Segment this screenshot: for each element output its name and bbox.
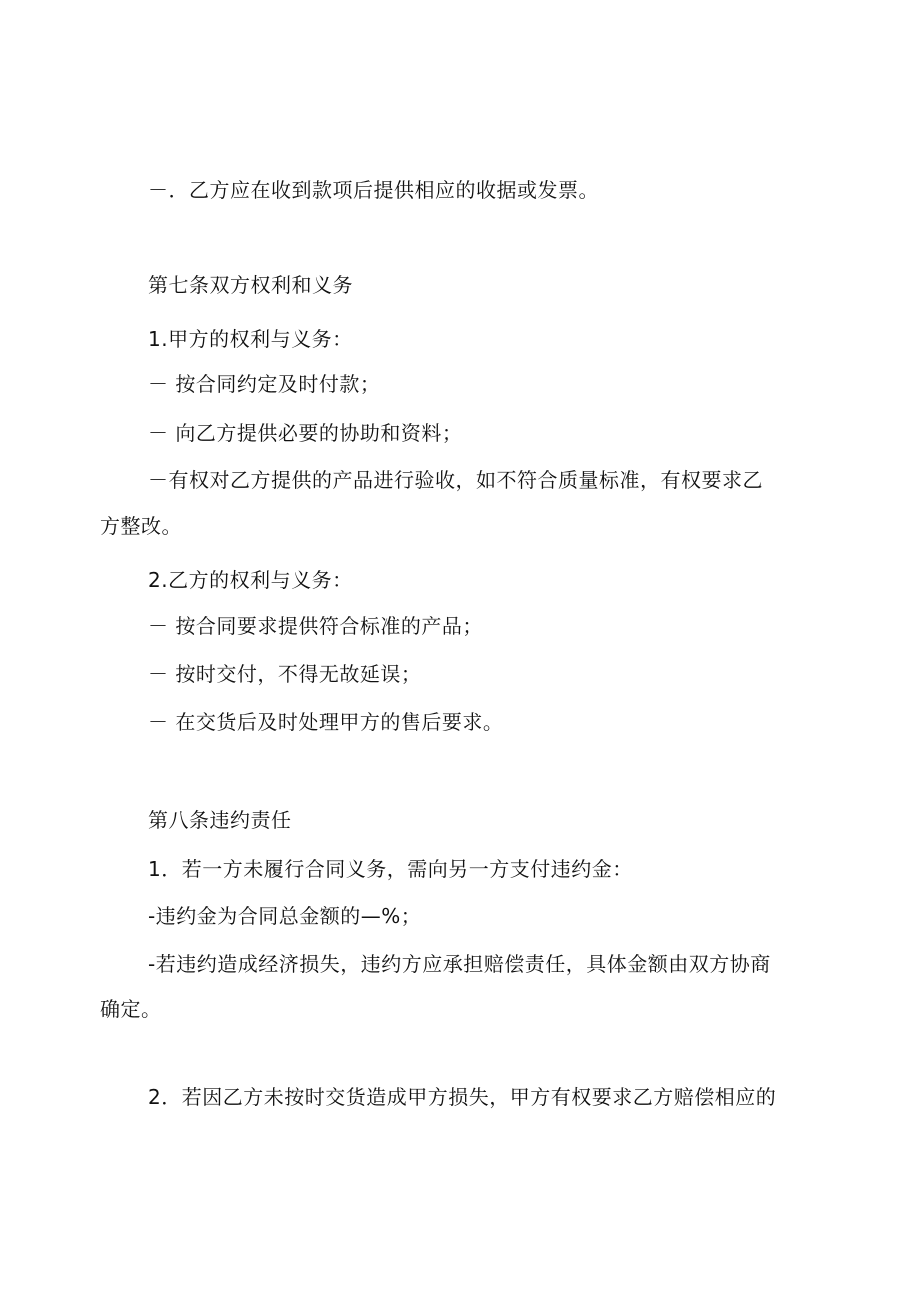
breach-clause-1-item-1: -违约金为合同总金额的—%； <box>148 904 422 928</box>
party-b-item-1: － 按合同要求提供符合标准的产品； <box>148 614 483 638</box>
party-a-item-3-continued: 方整改。 <box>100 514 182 538</box>
party-a-item-1: － 按合同约定及时付款； <box>148 372 381 396</box>
party-a-item-3: －有权对乙方提供的产品进行验收，如不符合质量标准，有权要求乙 <box>148 468 763 492</box>
party-b-item-2: － 按时交付，不得无故延误； <box>148 662 422 686</box>
party-a-rights-heading: 1.甲方的权利与义务： <box>148 327 353 351</box>
article-8-heading: 第八条违约责任 <box>148 808 292 832</box>
breach-clause-2: 2．若因乙方未按时交货造成甲方损失，甲方有权要求乙方赔偿相应的 <box>148 1085 777 1109</box>
party-b-item-3: － 在交货后及时处理甲方的售后要求。 <box>148 710 504 734</box>
breach-clause-1: 1．若一方未履行合同义务，需向另一方支付违约金： <box>148 857 633 881</box>
breach-clause-1-item-2-continued: 确定。 <box>100 997 162 1021</box>
party-b-rights-heading: 2.乙方的权利与义务： <box>148 568 353 592</box>
breach-clause-1-item-2: -若违约造成经济损失，违约方应承担赔偿责任，具体金额由双方协商 <box>148 952 771 976</box>
party-a-item-2: － 向乙方提供必要的协助和资料； <box>148 421 463 445</box>
payment-receipt-clause: －．乙方应在收到款项后提供相应的收据或发票。 <box>148 178 599 202</box>
article-7-heading: 第七条双方权利和义务 <box>148 273 353 297</box>
